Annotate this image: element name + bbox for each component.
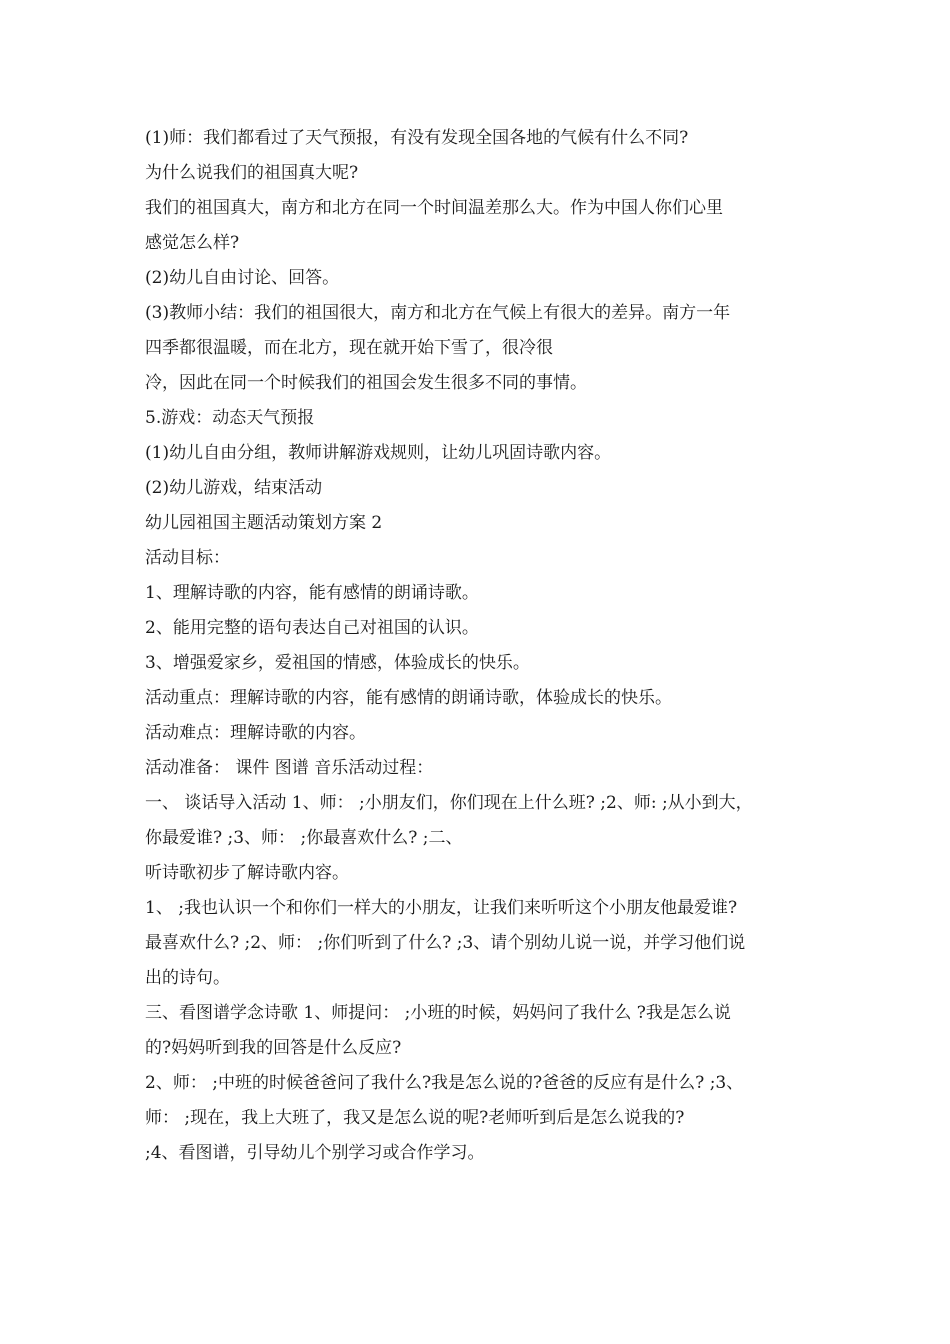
text-line-10: (1)幼儿自由分组，教师讲解游戏规则，让幼儿巩固诗歌内容。 — [145, 443, 612, 463]
activity-focus: 活动重点：理解诗歌的内容，能有感情的朗诵诗歌，体验成长的快乐。 — [145, 688, 672, 708]
text-line-26: 三、看图谱学念诗歌 1、师提问： ;小班的时候，妈妈问了我什么 ?我是怎么说 — [145, 1003, 731, 1023]
text-line-1: (1)师：我们都看过了天气预报，有没有发现全国各地的气候有什么不同? — [145, 128, 689, 148]
text-line-3: 我们的祖国真大，南方和北方在同一个时间温差那么大。作为中国人你们心里 — [145, 198, 723, 218]
text-line-22: 听诗歌初步了解诗歌内容。 — [145, 863, 349, 883]
text-line-21: 你最爱谁? ;3、师： ;你最喜欢什么? ;二、 — [145, 828, 463, 848]
text-line-27: 的?妈妈听到我的回答是什么反应? — [145, 1038, 402, 1058]
section-heading-game: 5.游戏：动态天气预报 — [145, 408, 315, 428]
text-line-23: 1、 ;我也认识一个和你们一样大的小朋友，让我们来听听这个小朋友他最爱谁? — [145, 898, 738, 918]
goal-item-2: 2、能用完整的语句表达自己对祖国的认识。 — [145, 618, 479, 638]
text-line-29: 师： ;现在，我上大班了，我又是怎么说的呢?老师听到后是怎么说我的? — [145, 1108, 685, 1128]
text-line-30: ;4、看图谱，引导幼儿个别学习或合作学习。 — [145, 1143, 485, 1163]
goal-item-3: 3、增强爱家乡，爱祖国的情感，体验成长的快乐。 — [145, 653, 530, 673]
goal-item-1: 1、理解诗歌的内容，能有感情的朗诵诗歌。 — [145, 583, 479, 603]
text-line-5: (2)幼儿自由讨论、回答。 — [145, 268, 340, 288]
text-line-8: 冷，因此在同一个时候我们的祖国会发生很多不同的事情。 — [145, 373, 587, 393]
text-line-6: (3)教师小结：我们的祖国很大，南方和北方在气候上有很大的差异。南方一年 — [145, 303, 731, 323]
text-line-7: 四季都很温暖，而在北方，现在就开始下雪了，很冷很 — [145, 338, 553, 358]
text-line-25: 出的诗句。 — [145, 968, 230, 988]
text-line-11: (2)幼儿游戏，结束活动 — [145, 478, 323, 498]
activity-preparation: 活动准备： 课件 图谱 音乐活动过程： — [145, 758, 434, 778]
text-line-24: 最喜欢什么? ;2、师： ;你们听到了什么? ;3、请个别幼儿说一说，并学习他们说 — [145, 933, 746, 953]
document-body — [145, 121, 825, 1171]
text-line-28: 2、师： ;中班的时候爸爸问了我什么?我是怎么说的?爸爸的反应有是什么? ;3、 — [145, 1073, 744, 1093]
text-line-2: 为什么说我们的祖国真大呢? — [145, 163, 359, 183]
activity-difficulty: 活动难点：理解诗歌的内容。 — [145, 723, 366, 743]
text-line-4: 感觉怎么样? — [145, 233, 240, 253]
section-heading-goals: 活动目标： — [145, 548, 230, 568]
document-subtitle: 幼儿园祖国主题活动策划方案 2 — [145, 513, 383, 533]
text-line-20: 一、 谈话导入活动 1、师： ;小朋友们，你们现在上什么班? ;2、师: ;从小到大， — [145, 793, 753, 813]
